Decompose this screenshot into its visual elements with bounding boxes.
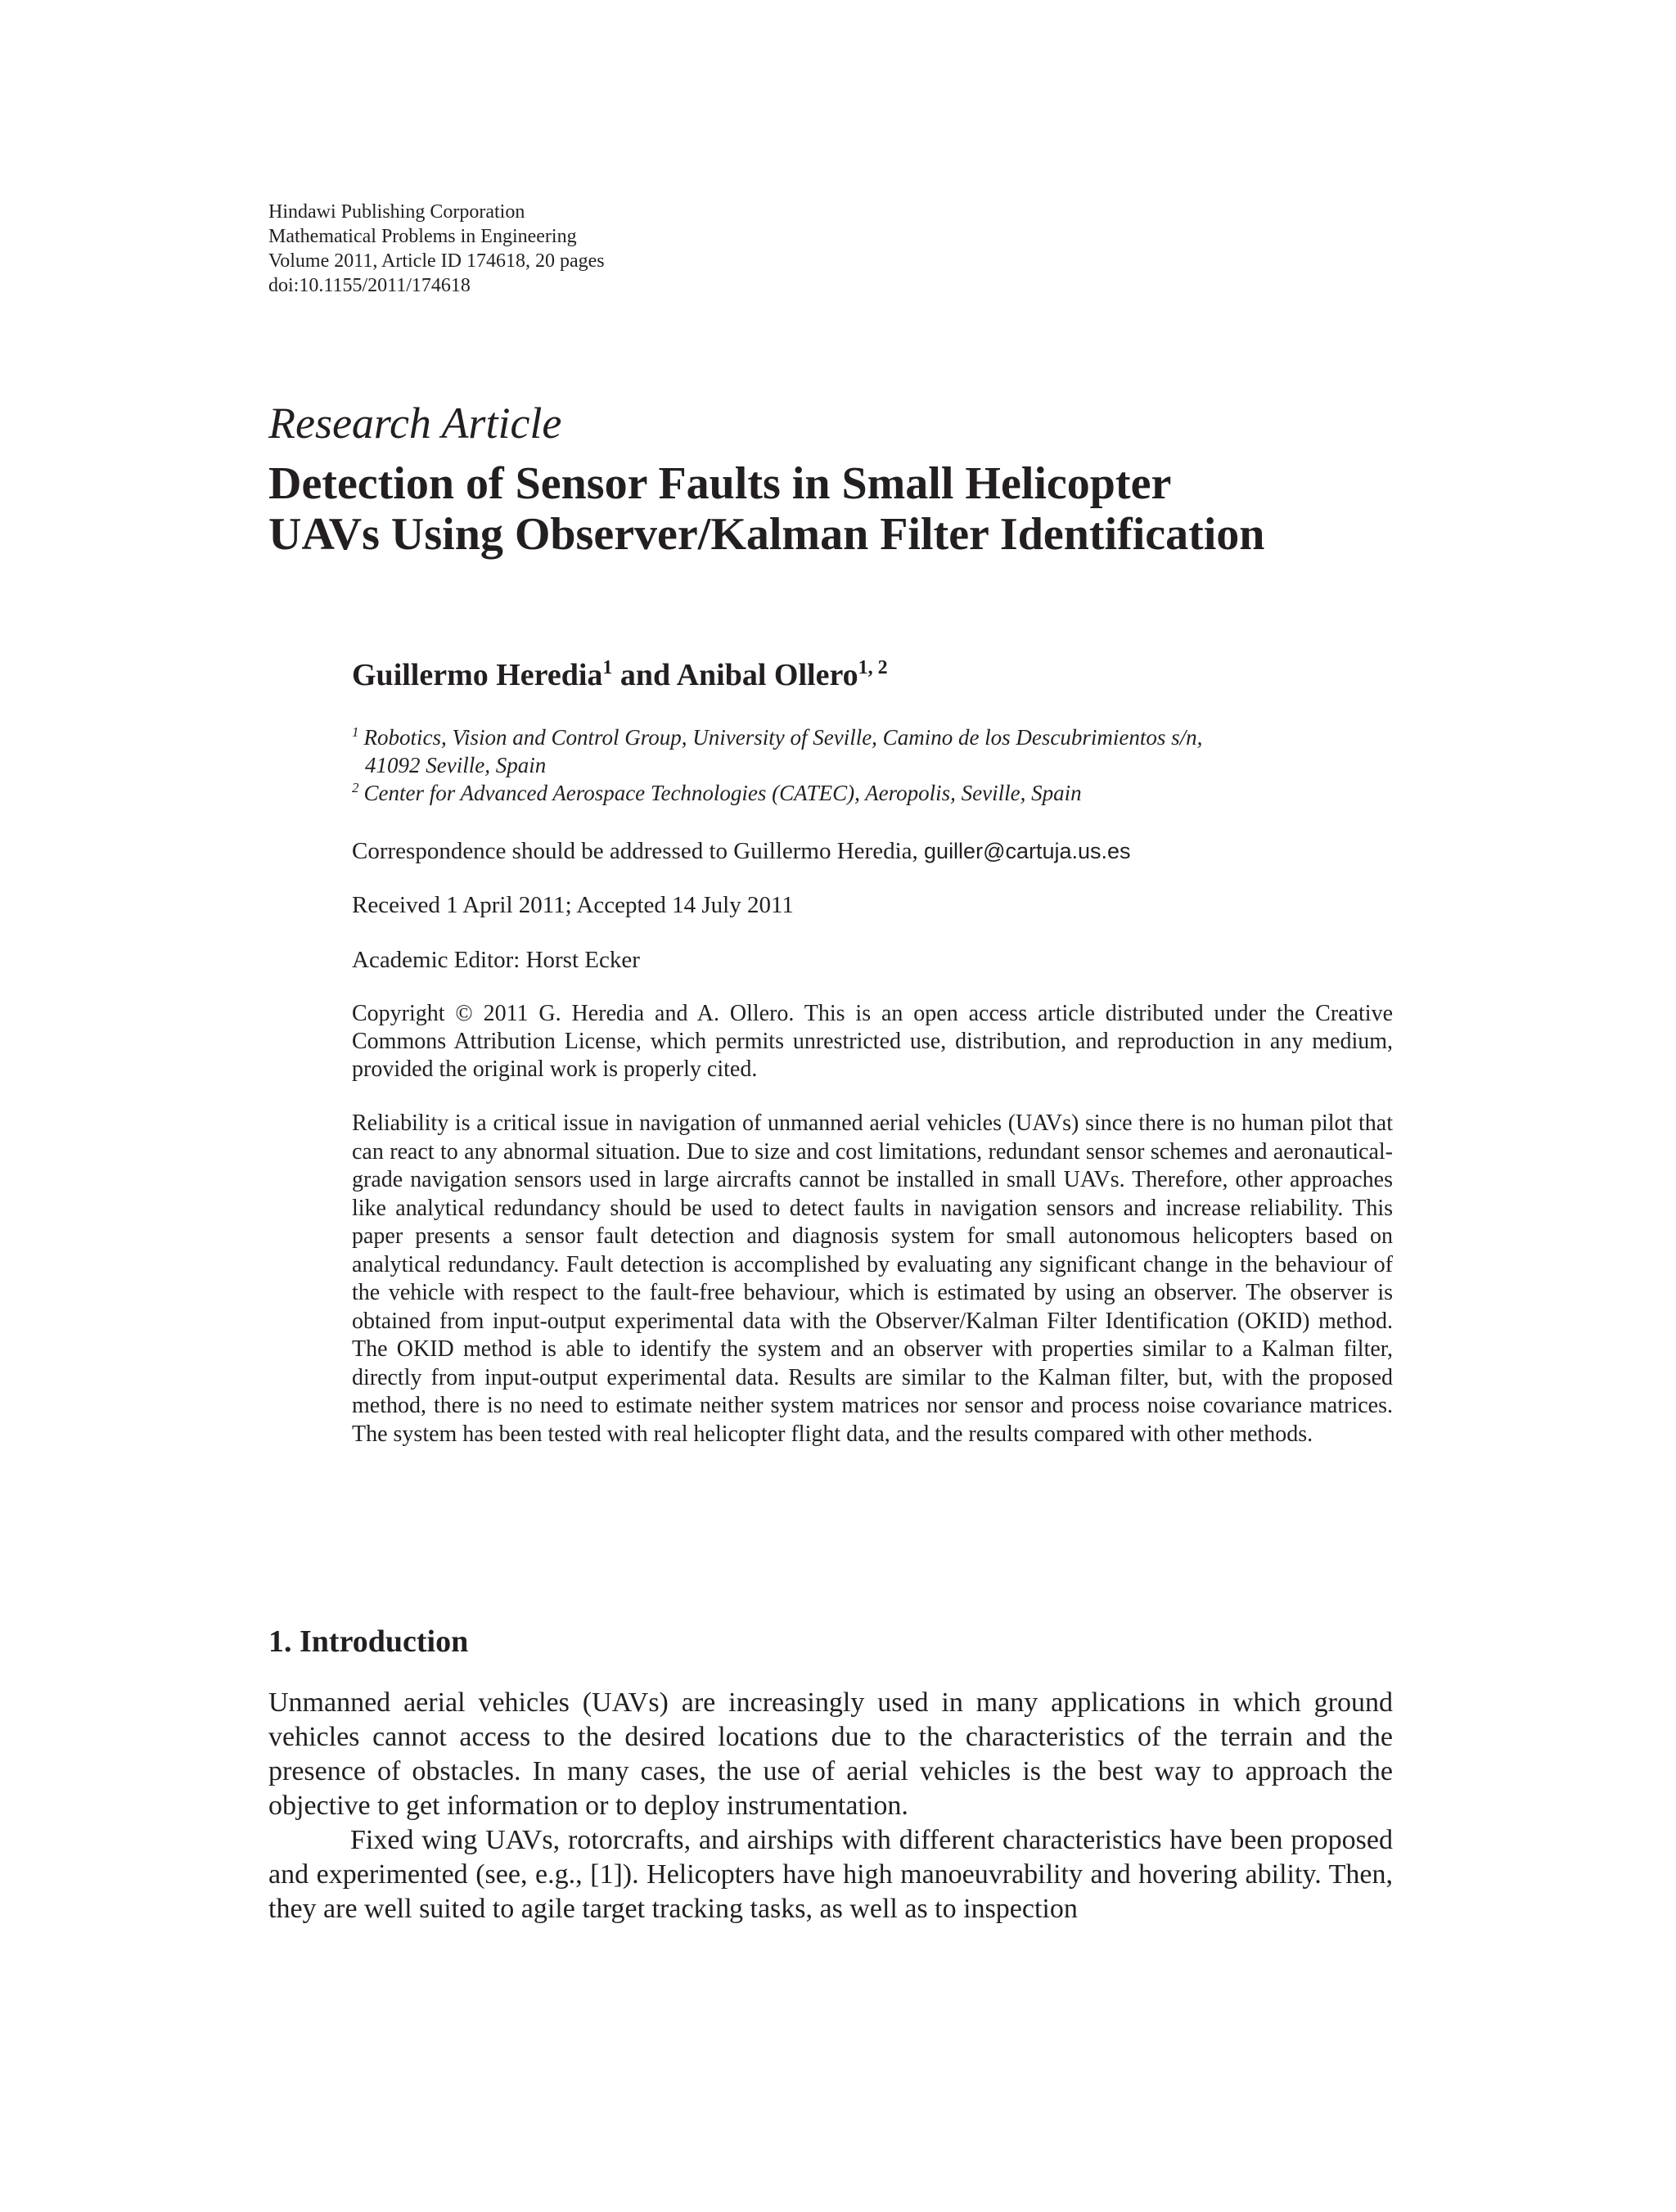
body-paragraph: Unmanned aerial vehicles (UAVs) are increasingly used in many applications in which ground vehicles cannot access to the desired locations due to the characteristics of the terrain and the presence of obstacles. In many cases, the use of aerial vehicles is the best way to approach the objective to get information or to deploy instrumentation. (268, 1687, 1393, 1821)
journal-name: Mathematical Problems in Engineering (268, 226, 577, 247)
correspondence-text: Correspondence should be addressed to Guillermo Heredia, (352, 838, 918, 864)
volume-info: Volume 2011, Article ID 174618, 20 pages (268, 250, 605, 272)
author-conjunction: and (619, 658, 671, 692)
affiliation-continuation: 41092 Seville, Spain (365, 753, 547, 777)
author-list (352, 655, 888, 696)
paper-title (268, 458, 1264, 560)
section-body (268, 1686, 1393, 1926)
title-line: UAVs Using Observer/Kalman Filter Identification (268, 509, 1265, 560)
affiliation-mark: 1, 2 (858, 657, 888, 678)
academic-editor: Academic Editor: Horst Ecker (352, 947, 640, 973)
affiliation-mark: 1 (602, 657, 613, 678)
correspondence-email-link[interactable]: guiller@cartuja.us.es (924, 839, 1131, 863)
affiliation-text: Robotics, Vision and Control Group, University of Seville, Camino de los Descubrimientos s/n, (363, 725, 1203, 750)
abstract-text: Reliability is a critical issue in navigation of unmanned aerial vehicles (UAVs) since there is no human pilot that can react to any abnormal situation. Due to size and cost limitations, redundant sensor schemes and aeronautical-grade navigation sensors used in large aircrafts cannot be installed in small UAVs. Therefore, other approaches like analytical redundancy should be used to detect faults in navigation sensors and increase reliability. This paper presents a sensor fault detection and diagnosis system for small autonomous helicopters based on analytical redundancy. Fault detection is accomplished by evaluating any significant change in the behaviour of the vehicle with respect to the fault-free behaviour, which is estimated by using an observer. The observer is obtained from input-output experimental data with the Observer/Kalman Filter Identification (OKID) method. The OKID method is able to identify the system and an observer with properties similar to a Kalman filter, directly from input-output experimental data. Results are similar to the Kalman filter, but, with the proposed method, there is no need to estimate neither system matrices nor sensor and process noise covariance matrices. The system has been tested with real helicopter flight data, and the results compared with other methods. (352, 1111, 1393, 1447)
affiliation-text: Center for Advanced Aerospace Technologies (CATEC), Aeropolis, Seville, Spain (363, 781, 1082, 805)
affiliation-mark: 1 (352, 724, 359, 740)
affiliation-item (352, 723, 1202, 751)
affiliation-mark: 2 (352, 780, 359, 795)
author-name: Anibal Ollero (676, 658, 858, 692)
title-line: Detection of Sensor Faults in Small Helicopter (268, 458, 1172, 509)
author-name: Guillermo Heredia (352, 658, 603, 692)
correspondence-line (352, 836, 1131, 866)
body-paragraph: Fixed wing UAVs, rotorcrafts, and airships with different characteristics have been proposed and experimented (see, e.g., [1]). Helicopters have high manoeuvrability and hovering ability. Then, they are well suited to agile target tracking tasks, as well as to inspection (268, 1825, 1393, 1924)
publisher-name: Hindawi Publishing Corporation (268, 201, 525, 223)
journal-header (268, 200, 605, 298)
received-dates: Received 1 April 2011; Accepted 14 July 2011 (352, 892, 794, 918)
section-heading: 1. Introduction (268, 1624, 469, 1659)
copyright-notice: Copyright © 2011 G. Heredia and A. Ollero. This is an open access article distributed under the Creative Commons Attribution License, which permits unrestricted use, distribution, and reproduction in any medium, provided the original work is properly cited. (352, 1001, 1393, 1082)
affiliation-item (352, 779, 1202, 807)
affiliations (352, 723, 1202, 807)
article-type: Research Article (268, 399, 562, 448)
doi: doi:10.1155/2011/174618 (268, 275, 471, 296)
